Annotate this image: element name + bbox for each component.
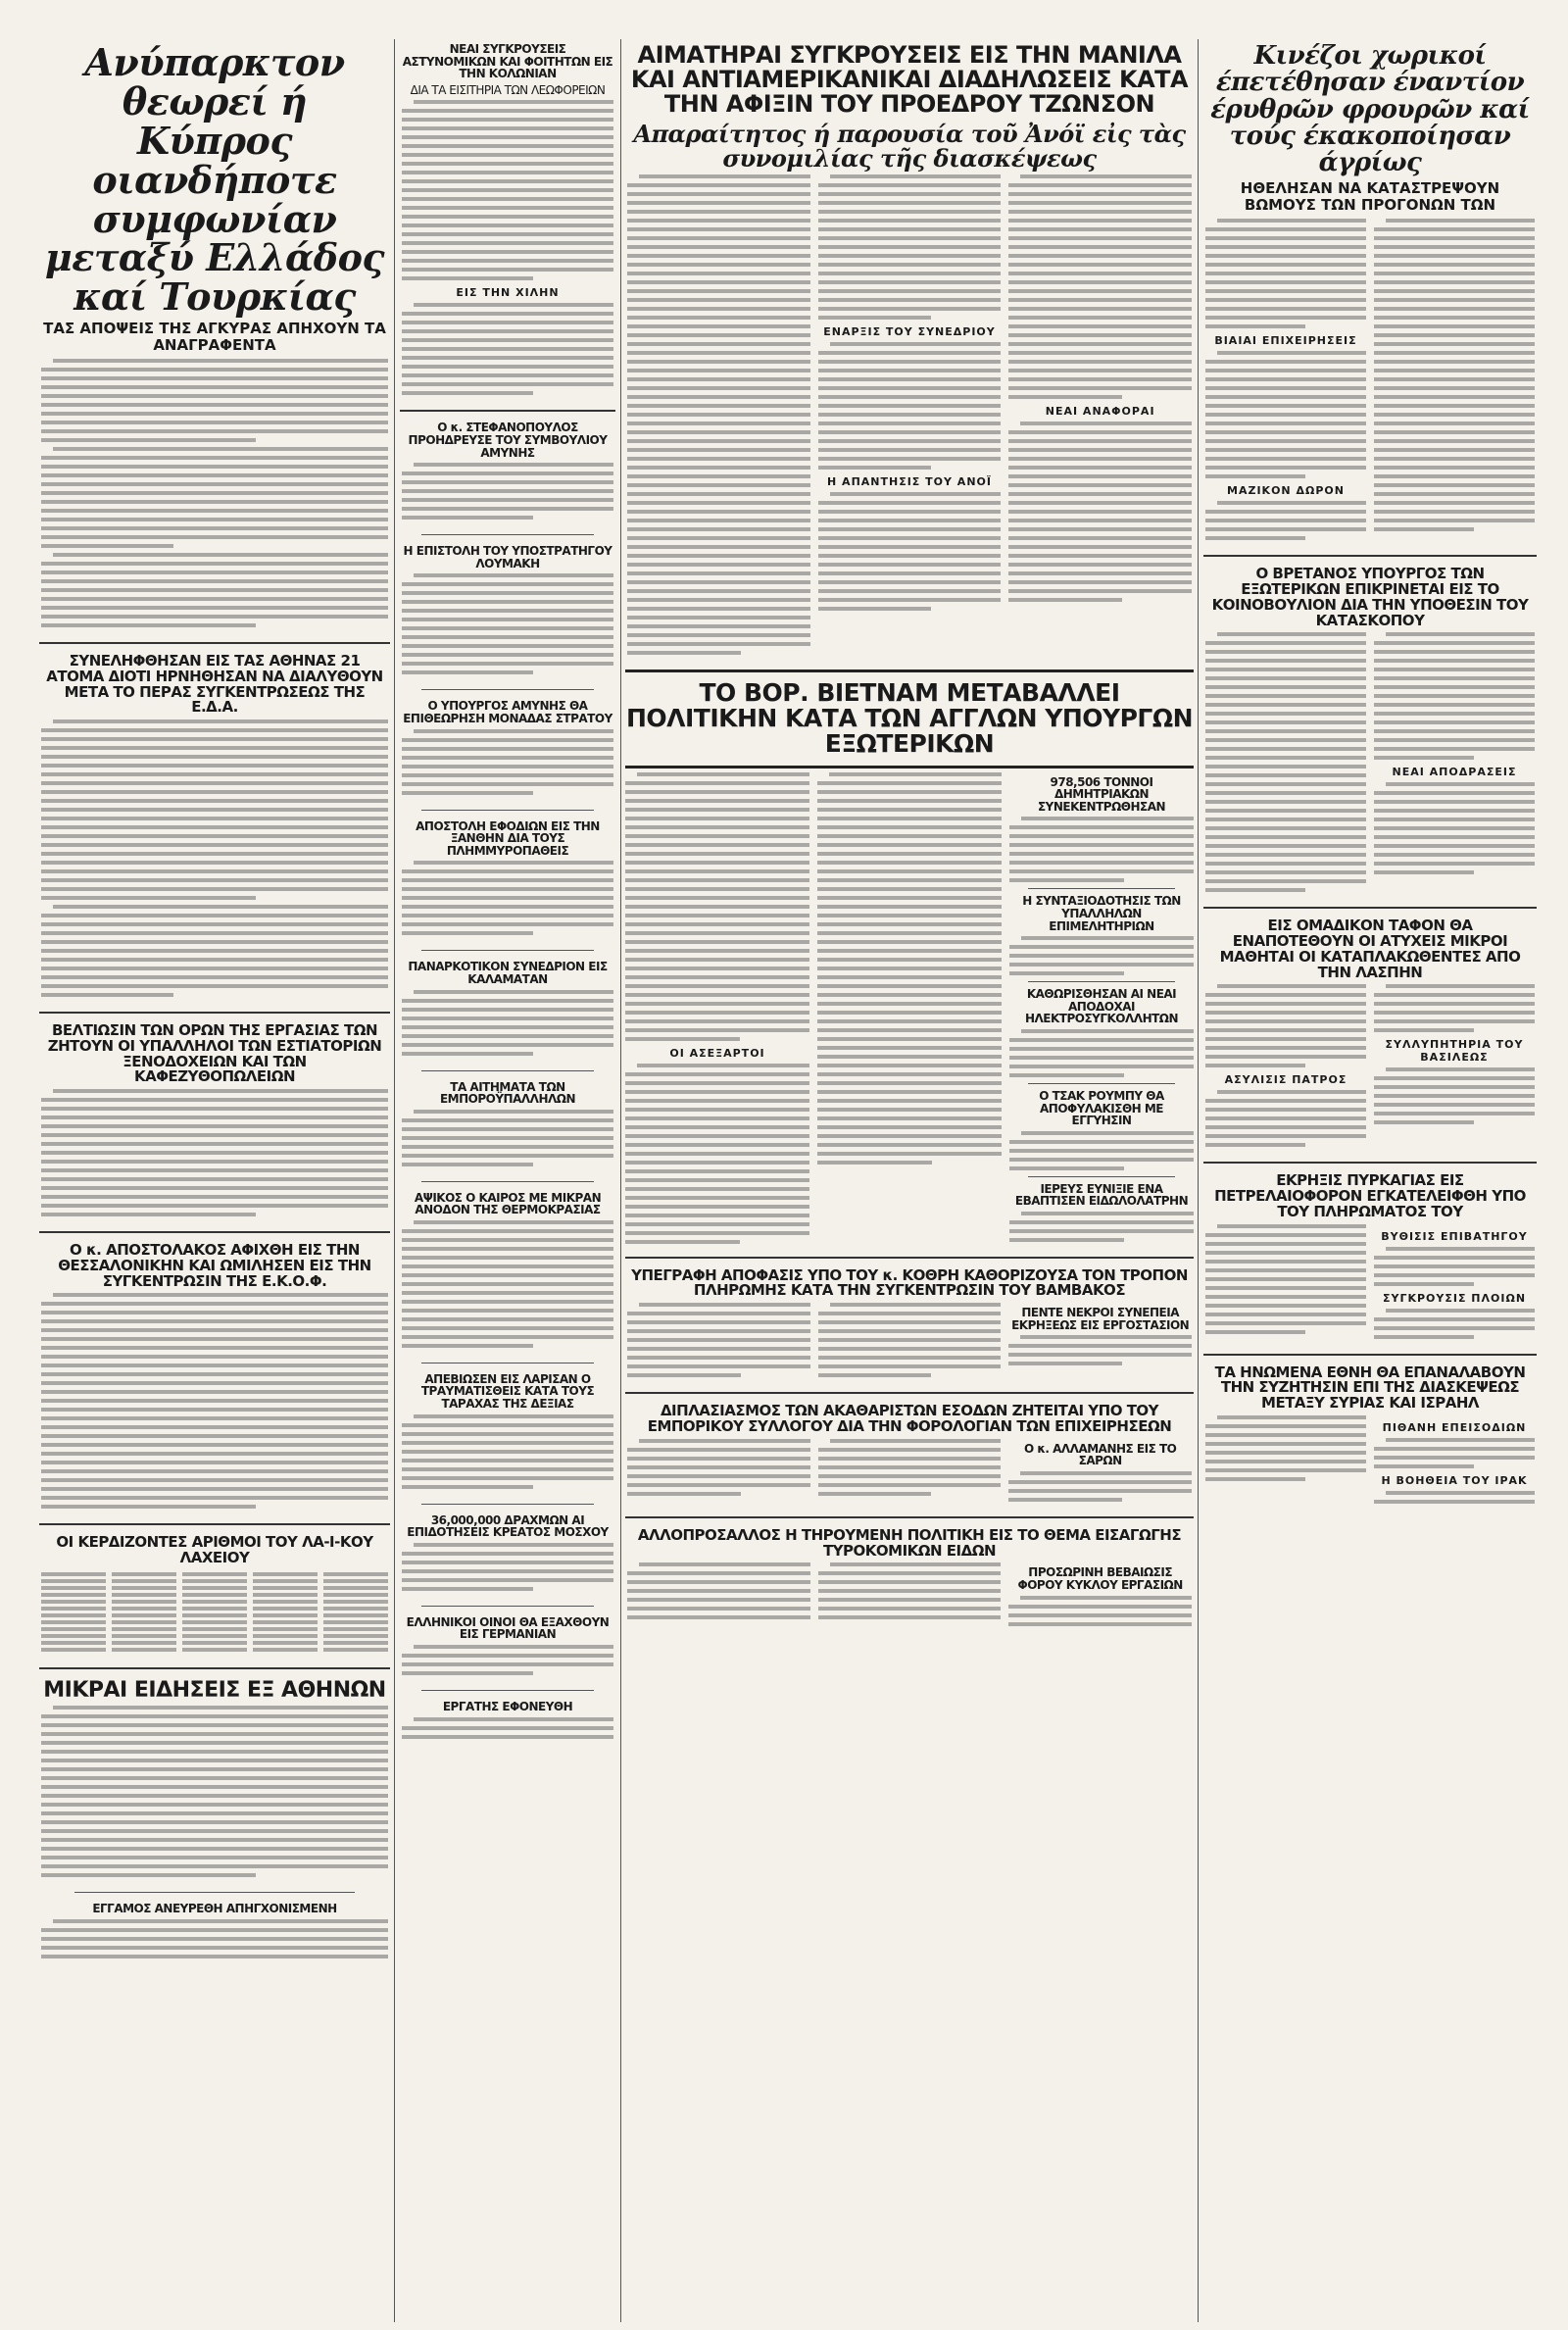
headline: Ανύπαρκτον θεωρεί ή Κύπρος οιανδήποτε συμφωνίαν μεταξύ Ελλάδος καί Τουρκίας [44,40,385,320]
headline: ΝΕΑΙ ΣΥΓΚΡΟΥΣΕΙΣ ΑΣΤΥΝΟΜΙΚΩΝ ΚΑΙ ΦΟΙΤΗΤΩΝ ΕΙΣ ΤΗΝ ΚΟΛΩΝΙΑΝ [402,42,613,81]
headline: ΑΙΜΑΤΗΡΑΙ ΣΥΓΚΡΟΥΣΕΙΣ ΕΙΣ ΤΗΝ ΜΑΝΙΛΑ ΚΑΙ ΑΝΤΙΑΜΕΡΙΚΑΝΙΚΑΙ ΔΙΑΔΗΛΩΣΕΙΣ ΚΑΤΑ ΤΗΝ ΑΦΙΞΙΝ ΤΟΥ ΠΡΟΕΔΡΟΥ ΤΖΩΝΣΟΝ [630,41,1189,119]
article-columns [1205,984,1535,1152]
section-heading: ΠΙΘΑΝΗ ΕΠΕΙΣΟΔΙΩΝ [1382,1420,1527,1434]
headline: ΕΛΛΗΝΙΚΟΙ ΟΙΝΟΙ ΘΑ ΕΞΑΧΘΟΥΝ ΕΙΣ ΓΕΡΜΑΝΙΑΝ [406,1614,610,1642]
article-small-news [41,1675,388,1882]
article-body [818,174,1002,660]
section-heading: ΒΥΘΙΣΙΣ ΕΠΙΒΑΤΗΓΟΥ [1381,1229,1528,1243]
article-body [625,772,809,1244]
article-loumakis [402,541,613,679]
headline: ΠΡΟΣΩΡΙΝΗ ΒΕΒΑΙΩΣΙΣ ΦΟΡΟΥ ΚΥΚΛΟΥ ΕΡΓΑΣΙΩΝ [1017,1565,1183,1592]
article-mass-grave [1205,915,1535,1152]
headline: ΔΙΠΛΑΣΙΑΣΜΟΣ ΤΩΝ ΑΚΑΘΑΡΙΣΤΩΝ ΕΣΟΔΩΝ ΖΗΤΕΙΤΑΙ ΥΠΟ ΤΟΥ ΕΜΠΟΡΙΚΟΥ ΣΥΛΛΟΓΟΥ ΔΙΑ ΤΗΝ ΦΟΡΟΛΟΓΙΑΝ ΤΩΝ ΕΠΙΧΕΙΡΗΣΕΩΝ [647,1402,1172,1435]
section-heading: ΟΙ ΑΣΕΞΑΡΤΟΙ [669,1046,765,1060]
article-body [402,573,613,674]
headline: ΜΙΚΡΑΙ ΕΙΔΗΣΕΙΣ ΕΞ ΑΘΗΝΩΝ [43,1677,386,1703]
article-body [41,359,388,627]
article-columns [1205,1415,1535,1509]
article-weather [402,1188,613,1353]
headline: Ο ΒΡΕΤΑΝΟΣ ΥΠΟΥΡΓΟΣ ΤΩΝ ΕΞΩΤΕΡΙΚΩΝ ΕΠΙΚΡΙΝΕΤΑΙ ΕΙΣ ΤΟ ΚΟΙΝΟΒΟΥΛΙΟΝ ΔΙΑ ΤΗΝ ΥΠΟΘΕΣΙΝ ΤΟΥ ΚΑΤΑΣΚΟΠΟΥ [1211,565,1529,629]
headline: Ο κ. ΣΤΕΦΑΝΟΠΟΥΛΟΣ ΠΡΟΗΔΡΕΥΣΕ ΤΟΥ ΣΥΜΒΟΥΛΙΟΥ ΑΜΥΝΗΣ [408,421,608,460]
article-body [41,1706,388,1877]
headline: 36,000,000 ΔΡΑΧΜΩΝ ΑΙ ΕΠΙΔΟΤΗΣΕΙΣ ΚΡΕΑΤΟΣ ΜΟΣΧΟΥ [407,1512,609,1540]
article-body [402,1414,613,1489]
lower-col-b [817,772,1002,1249]
article-columns [627,1303,1192,1382]
article-body [1009,1029,1194,1077]
article-body [402,1110,613,1166]
headline: ΠΑΝΑΡΚΟΤΙΚΟΝ ΣΥΝΕΔΡΙΟΝ ΕΙΣ ΚΑΛΑΜΑΤΑΝ [408,960,608,986]
headline: ΠΕΝΤΕ ΝΕΚΡΟΙ ΣΥΝΕΠΕΙΑ ΕΚΡΗΞΕΩΣ ΕΙΣ ΕΡΓΟΣΤΑΣΙΟΝ [1011,1306,1190,1332]
article-chinese-peasants [1205,39,1535,545]
article-cotton [627,1264,1192,1383]
column-rule [620,39,621,2322]
headline: ΤΟ ΒΟΡ. ΒΙΕΤΝΑΜ ΜΕΤΑΒΑΛΛΕΙ ΠΟΛΙΤΙΚΗΝ ΚΑΤΑ ΤΩΝ ΑΓΓΛΩΝ ΥΠΟΥΡΓΩΝ ΕΞΩΤΕΡΙΚΩΝ [625,677,1194,759]
subheadline: ΗΘΕΛΗΣΑΝ ΝΑ ΚΑΤΑΣΤΡΕΨΟΥΝ ΒΩΜΟΥΣ ΤΩΝ ΠΡΟΓΟΝΩΝ ΤΩΝ [1240,179,1500,214]
article-body [1009,817,1194,882]
headline: 978,506 ΤΟΝΝΟΙ ΔΗΜΗΤΡΙΑΚΩΝ ΣΥΝΕΚΕΝΤΡΩΘΗΣΑΝ [1037,774,1166,814]
section-heading: ΝΕΑΙ ΑΠΟΔΡΑΣΕΙΣ [1392,766,1517,779]
headline: ΕΡΓΑΤΗΣ ΕΦΟΝΕΥΘΗ [442,1700,573,1714]
article-body [817,772,1002,1165]
article-columns [1205,1224,1535,1344]
article-stefanopoulos [402,418,613,524]
section-heading: ΣΥΛΛΥΠΗΤΗΡΙΑ ΤΟΥ ΒΑΣΙΛΕΩΣ [1385,1038,1524,1065]
column-3 [625,39,1194,2322]
article-body [402,1717,613,1739]
article-cyprus [41,39,388,632]
headline: ΤΑ ΗΝΩΜΕΝΑ ΕΘΝΗ ΘΑ ΕΠΑΝΑΛΑΒΟΥΝ ΤΗΝ ΣΥΖΗΤΗΣΙΝ ΕΠΙ ΤΗΣ ΔΙΑΣΚΕΨΕΩΣ ΜΕΤΑΞΥ ΣΥΡΙΑΣ ΚΑΙ ΙΣΡΑΗΛ [1214,1363,1526,1413]
headline: ΣΥΝΕΛΗΦΘΗΣΑΝ ΕΙΣ ΤΑΣ ΑΘΗΝΑΣ 21 ΑΤΟΜΑ ΔΙΟΤΙ ΗΡΝΗΘΗΣΑΝ ΝΑ ΔΙΑΛΥΘΟΥΝ ΜΕΤΑ ΤΟ ΠΕΡΑΣ ΣΥΓΚΕΝΤΡΩΣΕΩΣ ΤΗΣ Ε.Δ.Α. [46,652,383,717]
headline: ΕΙΣ ΟΜΑΔΙΚΟΝ ΤΑΦΟΝ ΘΑ ΕΝΑΠΟΤΕΘΟΥΝ ΟΙ ΑΤΥΧΕΙΣ ΜΙΚΡΟΙ ΜΑΘΗΤΑΙ ΟΙ ΚΑΤΑΠΛΑΚΩΘΕΝΤΕΣ ΑΠΟ ΤΗΝ ΛΑΣΠΗΝ [1219,917,1521,981]
headline: ΒΕΛΤΙΩΣΙΝ ΤΩΝ ΟΡΩΝ ΤΗΣ ΕΡΓΑΣΙΑΣ ΤΩΝ ΖΗΤΟΥΝ ΟΙ ΥΠΑΛΛΗΛΟΙ ΤΩΝ ΕΣΤΙΑΤΟΡΙΩΝ ΞΕΝΟΔΟΧΕΙΩΝ ΚΑΙ ΤΩΝ ΚΑΦΕΖΥΘΟΠΩΛΕΙΩΝ [47,1021,382,1086]
article-body [41,719,388,997]
column-rule [394,39,395,2322]
article-columns [627,1439,1192,1507]
article-wines [402,1612,613,1680]
article-un [1205,1362,1535,1509]
article-worker-killed [402,1697,613,1744]
headline: ΟΙ ΚΕΡΔΙΖΟΝΤΕΣ ΑΡΙΘΜΟΙ ΤΟΥ ΛΑ-Ι-ΚΟΥ ΛΑΧΕΙΟΥ [56,1533,373,1567]
article-cologne [402,39,613,400]
section-heading: ΒΙΑΙΑΙ ΕΠΙΧΕΙΡΗΣΕΙΣ [1214,334,1357,348]
headline: ΙΕΡΕΥΣ ΕΥΝΙΞΙΕ ΕΝΑ ΕΒΑΠΤΙΣΕΝ ΕΙΔΩΛΟΛΑΤΡΗΝ [1014,1181,1189,1209]
headline: ΑΠΟΣΤΟΛΗ ΕΦΟΔΙΩΝ ΕΙΣ ΤΗΝ ΞΑΝΘΗΝ ΔΙΑ ΤΟΥΣ ΠΛΗΜΜΥΡΟΠΑΘΕΙΣ [416,818,600,858]
headline: Η ΣΥΝΤΑΞΙΟΔΟΤΗΣΙΣ ΤΩΝ ΥΠΑΛΛΗΛΩΝ ΕΠΙΜΕΛΗΤΗΡΙΩΝ [1022,894,1181,933]
section-heading: ΕΙΣ ΤΗΝ ΧΙΛΗΝ [456,286,560,300]
article-body [402,303,613,395]
headline: Ο ΤΣΑΚ ΡΟΥΜΠΥ ΘΑ ΑΠΟΦΥΛΑΚΙΣΘΗ ΜΕ ΕΓΓΥΗΣΙΝ [1039,1089,1164,1128]
headline: Ο ΥΠΟΥΡΓΟΣ ΑΜΥΝΗΣ ΘΑ ΕΠΙΘΕΩΡΗΣΗ ΜΟΝΑΔΑΣ ΣΤΡΑΤΟΥ [403,699,612,725]
article-body [402,1543,613,1591]
section-heading: ΜΑΖΙΚΟΝ ΔΩΡΟΝ [1227,484,1345,498]
article-employees [402,1077,613,1171]
headline: ΑΛΛΟΠΡΟΣΑΛΛΟΣ Η ΤΗΡΟΥΜΕΝΗ ΠΟΛΙΤΙΚΗ ΕΙΣ ΤΟ ΘΕΜΑ ΕΙΣΑΓΩΓΗΣ ΤΥΡΟΚΟΜΙΚΩΝ ΕΙΔΩΝ [637,1525,1182,1560]
headline: Κινέζοι χωρικοί έπετέθησαν έναντίον έρυθρῶν φρουρῶν καί τούς έκακοποίησαν άγρίως [1210,41,1530,178]
column-1 [39,39,390,2322]
article-revenue [627,1400,1192,1507]
article-larisa [402,1369,613,1494]
headline: ΥΠΕΓΡΑΦΗ ΑΠΟΦΑΣΙΣ ΥΠΟ ΤΟΥ κ. ΚΟΘΡΗ ΚΑΘΟΡΙΖΟΥΣΑ ΤΟΝ ΤΡΟΠΟΝ ΠΛΗΡΩΜΗΣ ΚΑΤΑ ΤΗΝ ΣΥΓΚΕΝΤΡΩΣΙΝ ΤΟΥ ΒΑΜΒΑΚΟΣ [631,1265,1188,1300]
column-rule [1198,39,1199,2322]
section-heading: Η ΑΠΑΝΤΗΣΙΣ ΤΟΥ ΑΝΟΪ [827,474,992,488]
article-columns [627,1562,1192,1630]
article-body [41,1089,388,1216]
article-lottery [41,1531,388,1658]
article-apostolakos [41,1239,388,1513]
section-heading: Η ΒΟΗΘΕΙΑ ΤΟΥ ΙΡΑΚ [1381,1473,1528,1487]
lower-col-c [1009,772,1194,1249]
article-body [402,861,613,935]
article-body [402,1645,613,1675]
section-heading: ΝΕΑΙ ΑΝΑΦΟΡΑΙ [1045,404,1155,418]
column-2 [400,39,615,2322]
article-body [1009,1131,1194,1170]
article-body [402,463,613,520]
subheadline: ΔΙΑ ΤΑ ΕΙΣΙΤΗΡΙΑ ΤΩΝ ΛΕΩΦΟΡΕΙΩΝ [410,82,606,97]
article-xanthi [402,817,613,941]
article-columns [1205,632,1535,897]
section-heading: ΣΥΓΚΡΟΥΣΙΣ ΠΛΟΙΩΝ [1382,1291,1527,1305]
subheadline: Απαραίτητος ή παρουσία τοῦ Ἀνόϊ εἰς τὰς συνομιλίας τῆς διασκέψεως [633,119,1186,173]
article-body [1009,1212,1194,1242]
article-body [1009,936,1194,975]
article-defense-minister [402,696,613,799]
article-british-minister [1205,563,1535,897]
article-body [41,1293,388,1509]
article-body [402,990,613,1056]
column-4 [1203,39,1537,2322]
section-heading: ΑΣΥΛΙΣΙΣ ΠΑΤΡΟΣ [1224,1073,1348,1087]
headline: Ο κ. ΑΠΟΣΤΟΛΑΚΟΣ ΑΦΙΧΘΗ ΕΙΣ ΤΗΝ ΘΕΣΣΑΛΟΝΙΚΗΝ ΚΑΙ ΩΜΙΛΗΣΕΝ ΕΙΣ ΤΗΝ ΣΥΓΚΕΝΤΡΩΣΙΝ ΤΗΣ Ε.Κ.Ο.Φ. [58,1241,371,1290]
article-cheese-import [627,1524,1192,1631]
lower-col-a [625,772,809,1249]
article-body [41,1919,388,1958]
article-tanker [1205,1169,1535,1343]
article-body [402,729,613,795]
article-kalamata [402,957,613,1060]
headline: ΑΠΕΒΙΩΣΕΝ ΕΙΣ ΛΑΡΙΣΑΝ Ο ΤΡΑΥΜΑΤΙΣΘΕΙΣ ΚΑΤΑ ΤΟΥΣ ΤΑΡΑΧΑΣ ΤΗΣ ΔΕΞΙΑΣ [420,1371,595,1412]
article-body [402,100,613,280]
headline: Ο κ. ΑΛΛΑΜΑΝΗΣ ΕΙΣ ΤΟ ΣΑΡΩΝ [1023,1441,1177,1468]
headline: ΤΑ ΑΙΤΗΜΑΤΑ ΤΩΝ ΕΜΠΟΡΟΫΠΑΛΛΗΛΩΝ [439,1079,576,1107]
article-arrests [41,650,388,1002]
banner [625,669,1194,768]
article-subsidies [402,1511,613,1596]
lower-columns [625,772,1194,1249]
lottery-number-table [41,1572,388,1652]
article-columns [627,174,1192,660]
headline: ΕΚΡΗΞΙΣ ΠΥΡΚΑΓΙΑΣ ΕΙΣ ΠΕΤΡΕΛΑΙΟΦΟΡΟΝ ΕΓΚΑΤΕΛΕΙΦΘΗ ΥΠΟ ΤΟΥ ΠΛΗΡΩΜΑΤΟΣ ΤΟΥ [1214,1171,1526,1220]
subheadline: ΤΑΣ ΑΠΟΨΕΙΣ ΤΗΣ ΑΓΚΥΡΑΣ ΑΠΗΧΟΥΝ ΤΑ ΑΝΑΓΡΑΦΕΝΤΑ [43,320,386,354]
article-body [627,174,810,660]
article-body [402,1220,613,1348]
headline: ΑΨΙΚΟΣ Ο ΚΑΙΡΟΣ ΜΕ ΜΙΚΡΑΝ ΑΝΟΔΟΝ ΤΗΣ ΘΕΡΜΟΚΡΑΣΙΑΣ [414,1190,602,1217]
section-heading: ΕΝΑΡΞΙΣ ΤΟΥ ΣΥΝΕΔΡΙΟΥ [823,324,996,338]
article-body [1008,174,1192,660]
headline: Η ΕΠΙΣΤΟΛΗ ΤΟΥ ΥΠΟΣΤΡΑΤΗΓΟΥ ΛΟΥΜΑΚΗ [403,544,612,570]
article-hotel-workers [41,1019,388,1221]
headline: ΕΓΓΑΜΟΣ ΑΝΕΥΡΕΘΗ ΑΠΗΓΧΟΝΙΣΜΕΝΗ [92,1902,337,1916]
article-hanged-woman [41,1899,388,1963]
headline: ΚΑΘΩΡΙΣΘΗΣΑΝ ΑΙ ΝΕΑΙ ΑΠΟΔΟΧΑΙ ΗΛΕΚΤΡΟΣΥΓΚΟΛΛΗΤΩΝ [1024,987,1179,1026]
article-manila [627,39,1192,660]
article-columns [1205,219,1535,545]
